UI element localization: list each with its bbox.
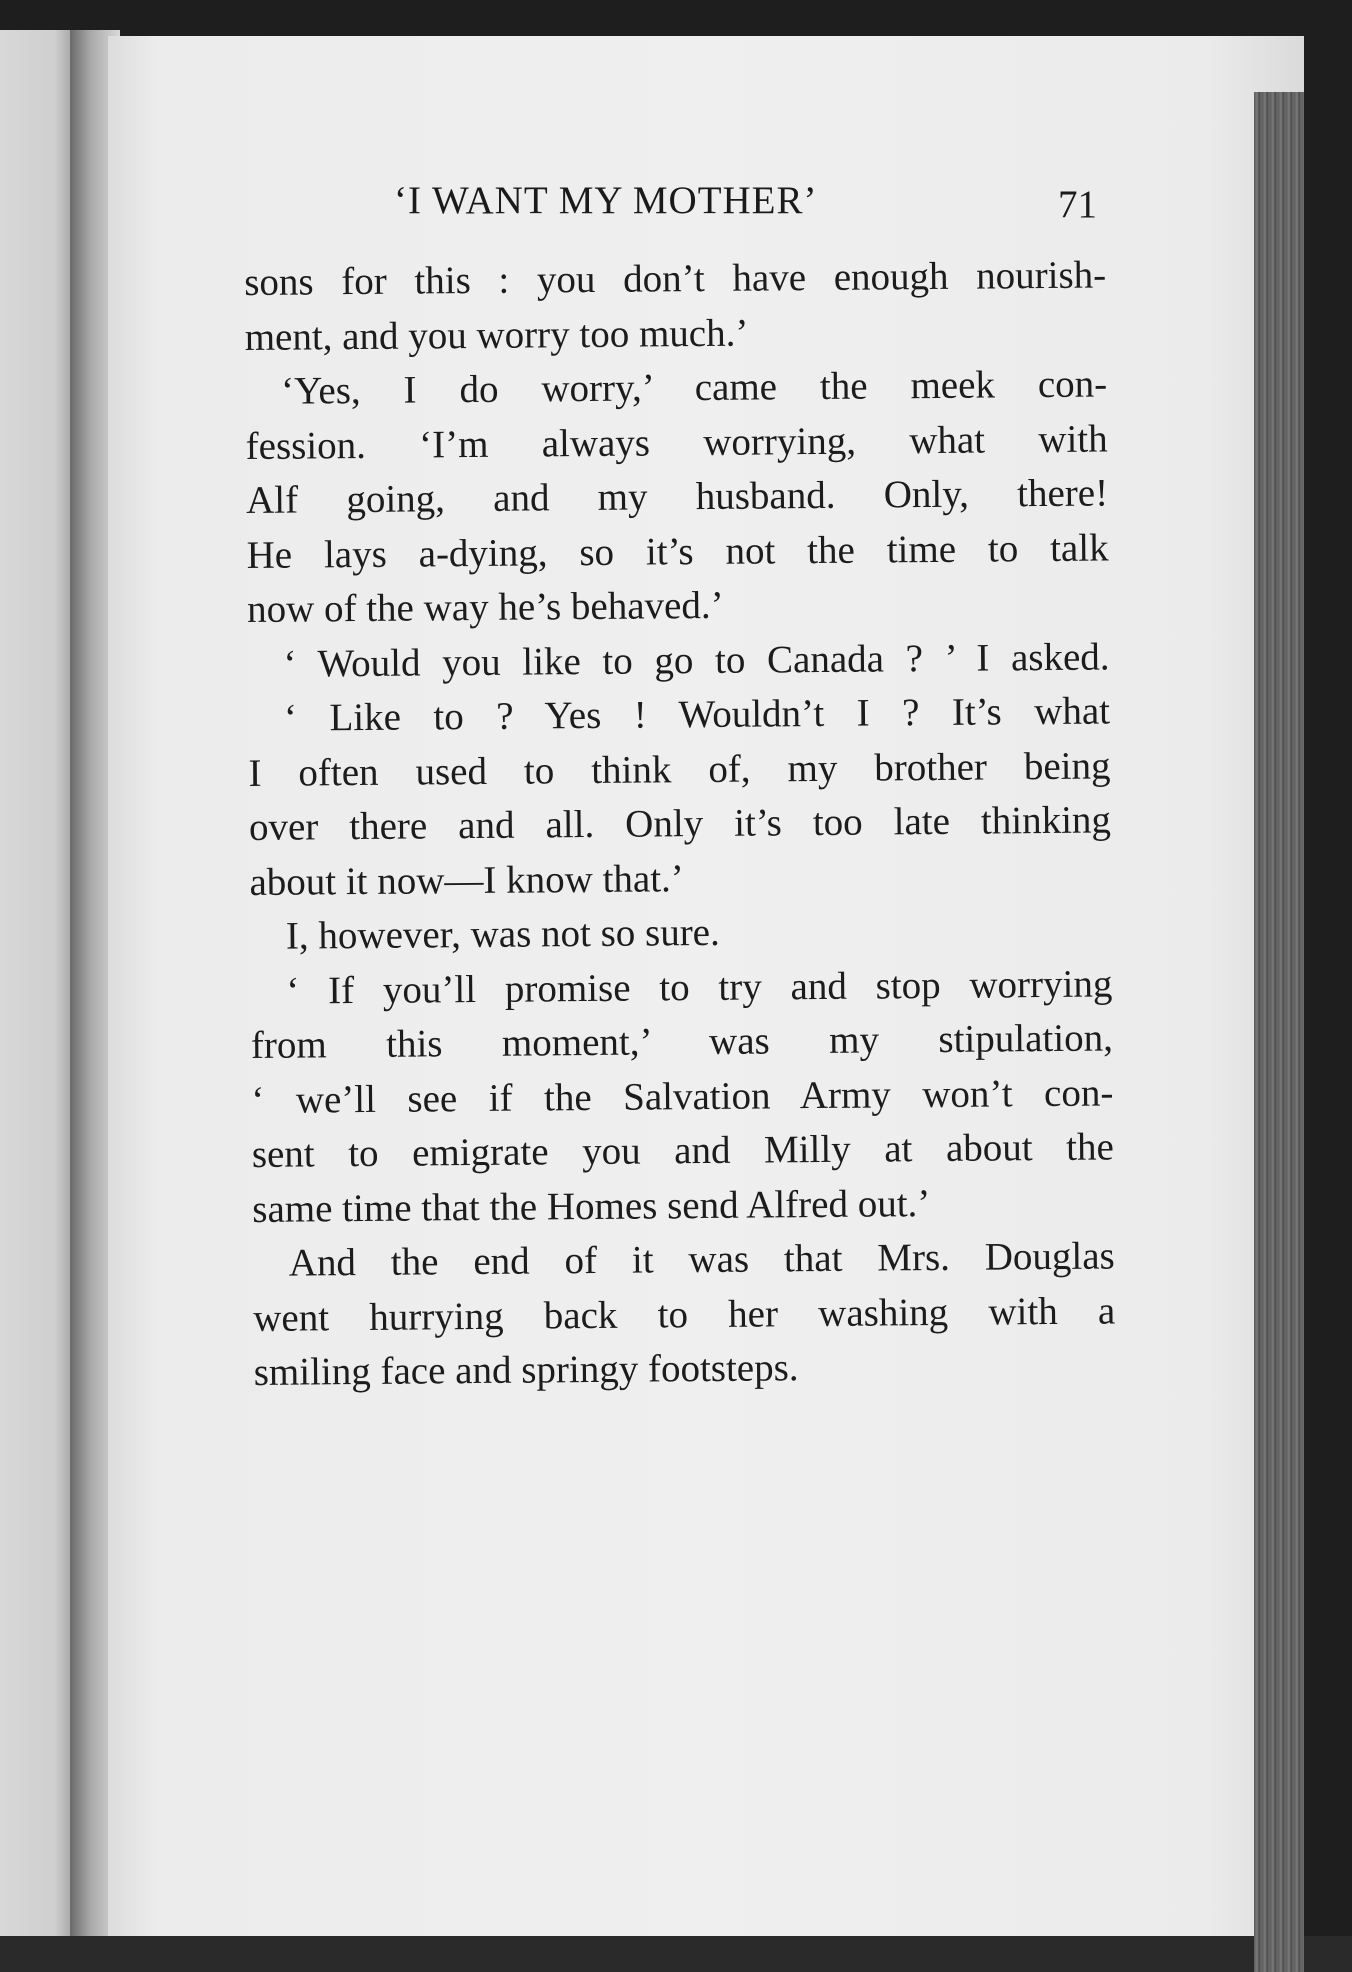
text-line: I, however, was not so sure. (285, 910, 720, 958)
text-line: went hurrying back to her washing with a (253, 1288, 1116, 1340)
text-line: from this moment,’ was my stipulation, (250, 1016, 1114, 1067)
page-number: 71 (1058, 183, 1097, 226)
text-line: sons for this : you don’t have enough nourish- (244, 253, 1107, 304)
text-line: fession. ‘I’m always worrying, what with (245, 416, 1108, 468)
text-line: about it now—I know that.’ (249, 856, 684, 904)
text-line: ‘ we’ll see if the Salvation Army won’t con- (251, 1070, 1114, 1122)
text-line: ‘Yes, I do worry,’ came the meek con- (280, 362, 1108, 413)
text-line: sent to emigrate you and Milly at about the (251, 1125, 1114, 1176)
text-line: ‘ Would you like to go to Canada ? ’ I asked. (283, 634, 1110, 686)
text-line: I often used to think of, my brother being (248, 743, 1111, 795)
running-head: ‘I WANT MY MOTHER’ (394, 179, 818, 222)
text-line: same time that the Homes send Alfred out.’ (252, 1181, 931, 1231)
text-line: And the end of it was that Mrs. Douglas (288, 1234, 1115, 1285)
text-line: ment, and you worry too much.’ (244, 311, 749, 359)
text-line: now of the way he’s behaved.’ (246, 583, 724, 631)
text-line: He lays a-dying, so it’s not the time to talk (246, 525, 1109, 577)
text-line: smiling face and springy footsteps. (253, 1346, 799, 1394)
text-line: ‘ Like to ? Yes ! Wouldn’t I ? It’s what (283, 689, 1111, 740)
body-text (244, 248, 1116, 1400)
text-line: over there and all. Only it’s too late thinking (248, 798, 1112, 849)
facing-page-edge (0, 30, 78, 1936)
text-line: Alf going, and my husband. Only, there! (245, 471, 1109, 522)
text-line: ‘ If you’ll promise to try and stop worrying (286, 961, 1113, 1013)
page-block-edge (1254, 92, 1304, 1972)
